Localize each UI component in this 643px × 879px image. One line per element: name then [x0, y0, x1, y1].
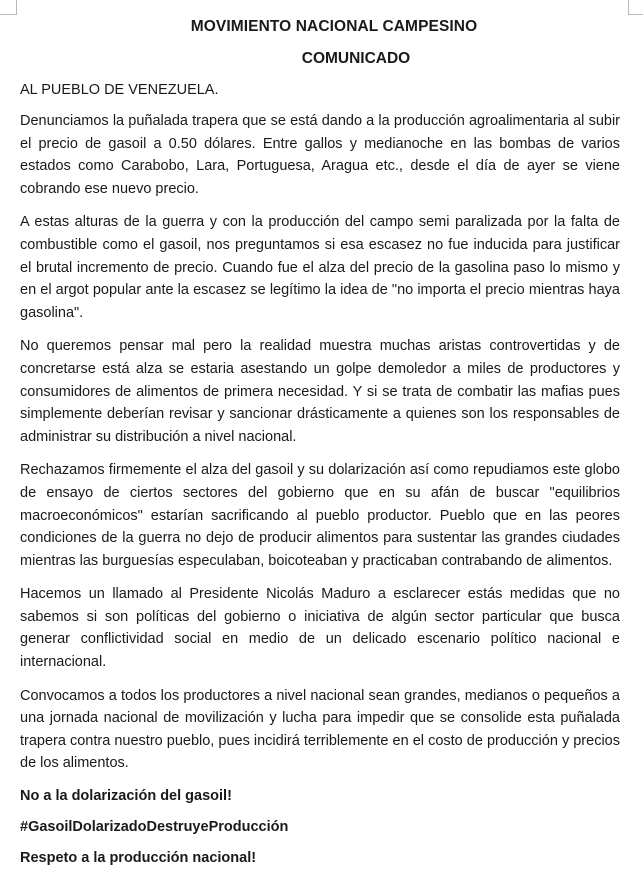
page-corner-mark-right — [628, 0, 643, 15]
communique-document — [20, 18, 620, 879]
document-type-heading: COMUNICADO — [301, 50, 411, 67]
paragraph-realidad: No queremos pensar mal pero la realidad muestra muchas aristas controvertidas y de concretarse está alza se estaria asestando un golpe demoledor a miles de productores y consumidores de alimentos de primera necesidad. Y si se trata de combatir las mafias pues simplemente deberían revisar y sancionar drásticamente a quienes son los responsables de administrar su distribución a nivel nacional. — [20, 338, 620, 445]
paragraph-rechazo: Rechazamos firmemente el alza del gasoil y su dolarización así como repudiamos este globo de ensayo de ciertos sectores del gobierno que en su afán de buscar "equilibrios macroeconómicos" estarían sacrificando al pueblo productor. Pueblo que en las peores condiciones de la guerra no dejo de producir alimentos para sustentar las grandes ciudades mientras las burguesías especulaban, boicoteaban y practicaban contrabando de alimentos. — [20, 462, 620, 569]
paragraph-denuncia: Denunciamos la puñalada trapera que se está dando a la producción agroalimentaria al subir el precio de gasoil a 0.50 dólares. Entre gallos y medianoche en las bombas de varios estados como Carabobo, Lara, Portuguesa, Aragua etc., desde el día de ayer se viene cobrando ese nuevo precio. — [20, 113, 620, 197]
page-corner-mark-left — [0, 0, 17, 15]
salutation: AL PUEBLO DE VENEZUELA. — [20, 82, 219, 98]
paragraph-llamado: Hacemos un llamado al Presidente Nicolás Maduro a esclarecer estás medidas que no sabemos si son políticas del gobierno o iniciativa de algún sector particular que busca generar conflictividad social en medio de un delicado escenario político nacional e internacional. — [20, 586, 620, 671]
organization-title: MOVIMIENTO NACIONAL CAMPESINO — [190, 18, 478, 35]
closing-slogan: No a la dolarización del gasoil! — [20, 788, 232, 805]
paragraph-convocatoria: Convocamos a todos los productores a nivel nacional sean grandes, medianos o pequeños a una jornada nacional de movilización y lucha para impedir que se consolide esta puñalada trapera contra nuestro pueblo, pues incidirá terriblemente en el costo de producción y precios de los alimentos. — [20, 687, 620, 772]
closing-hashtag: #GasoilDolarizadoDestruyeProducción — [20, 819, 289, 836]
paragraph-escasez: A estas alturas de la guerra y con la producción del campo semi paralizada por la falta de combustible como el gasoil, nos preguntamos si esa escasez no fue inducida para justificar el brutal incremento de precio. Cuando fue el alza del precio de la gasolina paso lo mismo y en el argot popular ante la escasez se legítimo la idea de "no importa el precio mientras haya gasolina". — [20, 214, 620, 321]
closing-respeto: Respeto a la producción nacional! — [20, 850, 257, 867]
